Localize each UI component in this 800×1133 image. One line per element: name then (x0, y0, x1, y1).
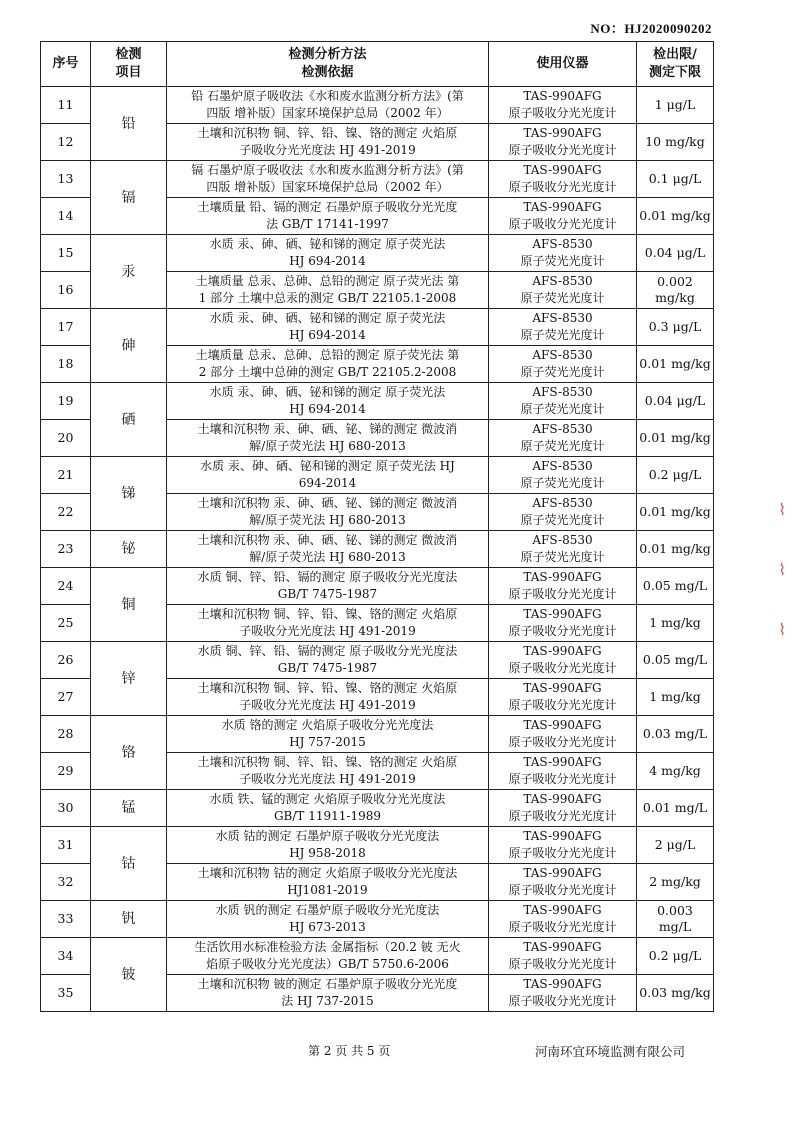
limit-cell (637, 864, 714, 901)
method-cell (167, 346, 489, 383)
instrument-cell (489, 309, 637, 346)
stamp-fragment-icon: ⌇ (778, 500, 786, 519)
limit-cell (637, 235, 714, 272)
limit-cell (637, 457, 714, 494)
instrument-name: 原子吸收分光光度计 (508, 180, 617, 194)
instrument-model: TAS-990AFG (523, 792, 602, 806)
seq-cell: 16 (41, 272, 91, 309)
seq-cell: 25 (41, 605, 91, 642)
instrument-model: AFS-8530 (532, 533, 593, 547)
limit-value: 0.05 mg/L (642, 578, 708, 593)
method-line: 铅 石墨炉原子吸收法《水和废水监测分析方法》(第 (191, 89, 464, 103)
limit-cell (637, 975, 714, 1012)
table-row (41, 235, 714, 272)
limit-value: 0.002 (657, 274, 693, 289)
seq-cell: 26 (41, 642, 91, 679)
method-line: 焰原子吸收分光光度法）GB/T 5750.6-2006 (206, 957, 449, 971)
limit-cell (637, 716, 714, 753)
instrument-cell (489, 346, 637, 383)
instrument-cell (489, 642, 637, 679)
instrument-cell (489, 753, 637, 790)
table-row (41, 161, 714, 198)
seq-cell: 31 (41, 827, 91, 864)
instrument-cell (489, 605, 637, 642)
method-line: 四版 增补版）国家环境保护总局（2002 年） (206, 180, 449, 194)
method-cell (167, 716, 489, 753)
method-line: 四版 增补版）国家环境保护总局（2002 年） (206, 106, 449, 120)
instrument-cell (489, 716, 637, 753)
method-line: 水质 钒的测定 石墨炉原子吸收分光光度法 (215, 903, 440, 917)
company-name: 河南环宜环境监测有限公司 (535, 1044, 686, 1059)
limit-cell (637, 87, 714, 124)
table-row (41, 827, 714, 864)
instrument-name: 原子荧光光度计 (520, 513, 605, 527)
table-row (41, 901, 714, 938)
item-cell: 铜 (91, 568, 167, 642)
instrument-cell (489, 679, 637, 716)
method-line: 土壤和沉积物 铍的测定 石墨炉原子吸收分光光度 (197, 977, 458, 991)
instrument-model: TAS-990AFG (523, 903, 602, 917)
instrument-model: TAS-990AFG (523, 977, 602, 991)
instrument-name: 原子荧光光度计 (520, 476, 605, 490)
item-cell: 铬 (91, 716, 167, 790)
limit-cell (637, 679, 714, 716)
method-line: 土壤和沉积物 汞、砷、硒、铋、锑的测定 微波消 (197, 533, 458, 547)
method-line: 水质 铜、锌、铅、镉的测定 原子吸收分光光度法 (197, 570, 458, 584)
method-line: 水质 铜、锌、铅、镉的测定 原子吸收分光光度法 (197, 644, 458, 658)
item-cell: 锰 (91, 790, 167, 827)
instrument-cell (489, 420, 637, 457)
seq-cell: 22 (41, 494, 91, 531)
limit-value: 0.01 mg/kg (639, 356, 711, 371)
limit-value: 0.01 mg/kg (639, 504, 711, 519)
method-line: HJ 958-2018 (289, 846, 366, 860)
limit-cell (637, 124, 714, 161)
header-item-line2: 项目 (115, 65, 142, 80)
limit-cell (637, 309, 714, 346)
instrument-cell (489, 198, 637, 235)
method-cell (167, 235, 489, 272)
method-line: 水质 汞、砷、硒、铋和锑的测定 原子荧光法 (209, 311, 446, 325)
instrument-cell (489, 235, 637, 272)
header-limit (637, 42, 714, 87)
method-cell (167, 827, 489, 864)
instrument-name: 原子吸收分光光度计 (508, 735, 617, 749)
limit-cell (637, 346, 714, 383)
limit-value: 0.01 mg/L (642, 800, 708, 815)
table-row (41, 531, 714, 568)
instrument-cell (489, 383, 637, 420)
method-cell (167, 642, 489, 679)
instrument-model: AFS-8530 (532, 496, 593, 510)
instrument-model: AFS-8530 (532, 237, 593, 251)
instrument-name: 原子荧光光度计 (520, 365, 605, 379)
table-body (41, 87, 714, 1012)
item-cell: 锑 (91, 457, 167, 531)
seq-cell: 32 (41, 864, 91, 901)
instrument-model: TAS-990AFG (523, 681, 602, 695)
method-line: 子吸收分光光度法 HJ 491-2019 (239, 143, 416, 157)
limit-value: 2 μg/L (654, 837, 696, 852)
stamp-fragment-icon: ⌇ (778, 560, 786, 579)
instrument-model: AFS-8530 (532, 385, 593, 399)
limit-value: 0.01 mg/kg (639, 541, 711, 556)
method-line: 土壤和沉积物 铜、锌、铅、镍、铬的测定 火焰原 (197, 126, 458, 140)
instrument-cell (489, 827, 637, 864)
item-cell: 铋 (91, 531, 167, 568)
limit-cell (637, 494, 714, 531)
page-number: 第 2 页 共 5 页 (308, 1044, 391, 1058)
limit-value: 2 mg/kg (649, 874, 701, 889)
method-line: 土壤质量 总汞、总砷、总铅的测定 原子荧光法 第 (195, 274, 460, 288)
instrument-name: 原子吸收分光光度计 (508, 920, 617, 934)
instrument-model: AFS-8530 (532, 274, 593, 288)
table-row (41, 568, 714, 605)
method-line: GB/T 11911-1989 (273, 809, 382, 823)
limit-cell (637, 605, 714, 642)
instrument-name: 原子荧光光度计 (520, 402, 605, 416)
method-line: GB/T 7475-1987 (277, 661, 378, 675)
seq-cell: 28 (41, 716, 91, 753)
table-row (41, 790, 714, 827)
seq-cell: 34 (41, 938, 91, 975)
test-methods-table (40, 41, 714, 1012)
limit-value: 1 μg/L (654, 97, 696, 112)
instrument-name: 原子吸收分光光度计 (508, 883, 617, 897)
instrument-name: 原子吸收分光光度计 (508, 217, 617, 231)
instrument-cell (489, 457, 637, 494)
instrument-name: 原子吸收分光光度计 (508, 772, 617, 786)
instrument-name: 原子荧光光度计 (520, 254, 605, 268)
instrument-name: 原子荧光光度计 (520, 328, 605, 342)
instrument-cell (489, 568, 637, 605)
header-method-line1: 检测分析方法 (288, 47, 367, 62)
instrument-name: 原子吸收分光光度计 (508, 143, 617, 157)
limit-unit: mg/kg (655, 290, 695, 305)
method-line: 解/原子荧光法 HJ 680-2013 (249, 513, 406, 527)
seq-cell: 11 (41, 87, 91, 124)
instrument-cell (489, 901, 637, 938)
limit-cell (637, 383, 714, 420)
instrument-name: 原子吸收分光光度计 (508, 957, 617, 971)
method-line: 水质 铁、锰的测定 火焰原子吸收分光光度法 (209, 792, 446, 806)
limit-cell (637, 827, 714, 864)
item-cell: 砷 (91, 309, 167, 383)
method-line: HJ 757-2015 (289, 735, 366, 749)
header-instrument: 使用仪器 (489, 42, 637, 87)
method-line: 土壤和沉积物 铜、锌、铅、镍、铬的测定 火焰原 (197, 755, 458, 769)
instrument-cell (489, 124, 637, 161)
method-cell (167, 309, 489, 346)
method-line: 水质 汞、砷、硒、铋和锑的测定 原子荧光法 (209, 385, 446, 399)
method-line: GB/T 7475-1987 (277, 587, 378, 601)
method-cell (167, 938, 489, 975)
method-cell (167, 124, 489, 161)
limit-value: 0.03 mg/kg (639, 985, 711, 1000)
limit-value: 0.3 μg/L (648, 319, 702, 334)
header-method-line2: 检测依据 (301, 65, 354, 80)
method-line: HJ 673-2013 (289, 920, 366, 934)
seq-cell: 27 (41, 679, 91, 716)
header-method (167, 42, 489, 87)
instrument-model: TAS-990AFG (523, 200, 602, 214)
limit-cell (637, 272, 714, 309)
table-row (41, 716, 714, 753)
limit-cell (637, 198, 714, 235)
instrument-name: 原子吸收分光光度计 (508, 994, 617, 1008)
item-cell: 锌 (91, 642, 167, 716)
method-line: 1 部分 土壤中总汞的测定 GB/T 22105.1-2008 (198, 291, 457, 305)
instrument-cell (489, 494, 637, 531)
method-line: 土壤和沉积物 铜、锌、铅、镍、铬的测定 火焰原 (197, 607, 458, 621)
seq-cell: 14 (41, 198, 91, 235)
instrument-model: TAS-990AFG (523, 718, 602, 732)
header-limit-line1: 检出限/ (653, 47, 697, 62)
instrument-model: TAS-990AFG (523, 755, 602, 769)
method-line: 土壤质量 总汞、总砷、总铅的测定 原子荧光法 第 (195, 348, 460, 362)
seq-cell: 35 (41, 975, 91, 1012)
method-cell (167, 531, 489, 568)
header-item (91, 42, 167, 87)
limit-value: 0.1 μg/L (648, 171, 702, 186)
method-cell (167, 420, 489, 457)
limit-value: 0.01 mg/kg (639, 208, 711, 223)
limit-cell (637, 901, 714, 938)
instrument-cell (489, 272, 637, 309)
method-line: 土壤和沉积物 钴的测定 火焰原子吸收分光光度法 (197, 866, 458, 880)
method-line: 水质 汞、砷、硒、铋和锑的测定 原子荧光法 (209, 237, 446, 251)
method-line: HJ 694-2014 (289, 328, 366, 342)
method-cell (167, 198, 489, 235)
instrument-model: AFS-8530 (532, 348, 593, 362)
limit-value: 10 mg/kg (645, 134, 705, 149)
limit-value: 0.003 mg/L (657, 903, 693, 934)
instrument-model: TAS-990AFG (523, 163, 602, 177)
method-cell (167, 901, 489, 938)
seq-cell: 23 (41, 531, 91, 568)
instrument-cell (489, 531, 637, 568)
item-cell: 汞 (91, 235, 167, 309)
method-line: 子吸收分光光度法 HJ 491-2019 (239, 772, 416, 786)
method-line: 水质 钴的测定 石墨炉原子吸收分光光度法 (215, 829, 440, 843)
limit-value: 0.05 mg/L (642, 652, 708, 667)
header-item-line1: 检测 (115, 47, 142, 62)
method-line: 子吸收分光光度法 HJ 491-2019 (239, 624, 416, 638)
method-cell (167, 975, 489, 1012)
item-cell: 钴 (91, 827, 167, 901)
instrument-cell (489, 864, 637, 901)
limit-cell (637, 161, 714, 198)
limit-cell (637, 938, 714, 975)
seq-cell: 13 (41, 161, 91, 198)
table-row (41, 642, 714, 679)
limit-value: 1 mg/kg (649, 689, 701, 704)
limit-value: 0.2 μg/L (648, 467, 702, 482)
seq-cell: 18 (41, 346, 91, 383)
table-row (41, 938, 714, 975)
method-cell (167, 605, 489, 642)
method-line: 694-2014 (298, 476, 357, 490)
report-number: NO：HJ2020090202 (590, 21, 712, 36)
method-cell (167, 790, 489, 827)
instrument-cell (489, 161, 637, 198)
instrument-name: 原子吸收分光光度计 (508, 624, 617, 638)
item-cell: 铅 (91, 87, 167, 161)
table-row (41, 383, 714, 420)
seq-cell: 12 (41, 124, 91, 161)
seq-cell: 29 (41, 753, 91, 790)
instrument-model: TAS-990AFG (523, 940, 602, 954)
seq-cell: 33 (41, 901, 91, 938)
seq-cell: 17 (41, 309, 91, 346)
seq-cell: 20 (41, 420, 91, 457)
header-seq: 序号 (41, 42, 91, 87)
instrument-model: AFS-8530 (532, 459, 593, 473)
table-row (41, 457, 714, 494)
instrument-model: AFS-8530 (532, 422, 593, 436)
instrument-name: 原子吸收分光光度计 (508, 698, 617, 712)
instrument-name: 原子荧光光度计 (520, 439, 605, 453)
stamp-fragment-icon: ⌇ (778, 620, 786, 639)
instrument-model: TAS-990AFG (523, 570, 602, 584)
seq-cell: 30 (41, 790, 91, 827)
method-cell (167, 568, 489, 605)
header-limit-line2: 测定下限 (648, 65, 701, 80)
instrument-model: TAS-990AFG (523, 89, 602, 103)
method-line: 土壤质量 铅、镉的测定 石墨炉原子吸收分光光度 (197, 200, 458, 214)
method-line: 解/原子荧光法 HJ 680-2013 (249, 550, 406, 564)
method-line: 生活饮用水标准检验方法 金属指标（20.2 铍 无火 (194, 940, 461, 954)
limit-value: 1 mg/kg (649, 615, 701, 630)
method-cell (167, 864, 489, 901)
instrument-name: 原子吸收分光光度计 (508, 587, 617, 601)
instrument-cell (489, 87, 637, 124)
instrument-name: 原子吸收分光光度计 (508, 106, 617, 120)
method-line: HJ 694-2014 (289, 402, 366, 416)
method-line: 子吸收分光光度法 HJ 491-2019 (239, 698, 416, 712)
method-cell (167, 753, 489, 790)
item-cell: 钒 (91, 901, 167, 938)
item-cell: 铍 (91, 938, 167, 1012)
limit-value: 0.01 mg/kg (639, 430, 711, 445)
instrument-cell (489, 938, 637, 975)
method-line: HJ1081-2019 (287, 883, 368, 897)
instrument-model: TAS-990AFG (523, 829, 602, 843)
method-cell (167, 494, 489, 531)
limit-cell (637, 568, 714, 605)
limit-cell (637, 531, 714, 568)
method-line: 法 HJ 737-2015 (281, 994, 374, 1008)
item-cell: 硒 (91, 383, 167, 457)
method-cell (167, 87, 489, 124)
seq-cell: 15 (41, 235, 91, 272)
method-line: 2 部分 土壤中总砷的测定 GB/T 22105.2-2008 (198, 365, 457, 379)
limit-cell (637, 790, 714, 827)
method-line: 水质 汞、砷、硒、铋和锑的测定 原子荧光法 HJ (200, 459, 455, 473)
method-cell (167, 272, 489, 309)
seq-cell: 21 (41, 457, 91, 494)
limit-cell (637, 420, 714, 457)
limit-value: 0.03 mg/L (642, 726, 708, 741)
instrument-model: TAS-990AFG (523, 866, 602, 880)
limit-value: 4 mg/kg (649, 763, 701, 778)
instrument-name: 原子吸收分光光度计 (508, 661, 617, 675)
table-header-row (41, 42, 714, 87)
instrument-cell (489, 790, 637, 827)
seq-cell: 19 (41, 383, 91, 420)
method-line: 水质 铬的测定 火焰原子吸收分光光度法 (221, 718, 434, 732)
method-line: 镉 石墨炉原子吸收法《水和废水监测分析方法》(第 (191, 163, 464, 177)
table-row (41, 309, 714, 346)
instrument-name: 原子吸收分光光度计 (508, 846, 617, 860)
method-line: 土壤和沉积物 铜、锌、铅、镍、铬的测定 火焰原 (197, 681, 458, 695)
method-line: HJ 694-2014 (289, 254, 366, 268)
instrument-model: TAS-990AFG (523, 607, 602, 621)
limit-cell (637, 642, 714, 679)
method-cell (167, 679, 489, 716)
instrument-model: TAS-990AFG (523, 644, 602, 658)
method-cell (167, 383, 489, 420)
instrument-name: 原子荧光光度计 (520, 550, 605, 564)
instrument-name: 原子荧光光度计 (520, 291, 605, 305)
instrument-cell (489, 975, 637, 1012)
method-line: 土壤和沉积物 汞、砷、硒、铋、锑的测定 微波消 (197, 422, 458, 436)
limit-value: 0.04 μg/L (644, 245, 706, 260)
table-row (41, 87, 714, 124)
item-cell: 镉 (91, 161, 167, 235)
method-cell (167, 457, 489, 494)
method-line: 解/原子荧光法 HJ 680-2013 (249, 439, 406, 453)
limit-cell (637, 753, 714, 790)
limit-value: 0.2 μg/L (648, 948, 702, 963)
instrument-name: 原子吸收分光光度计 (508, 809, 617, 823)
seq-cell: 24 (41, 568, 91, 605)
method-line: 法 GB/T 17141-1997 (266, 217, 389, 231)
method-cell (167, 161, 489, 198)
method-line: 土壤和沉积物 汞、砷、硒、铋、锑的测定 微波消 (197, 496, 458, 510)
instrument-model: AFS-8530 (532, 311, 593, 325)
limit-value: 0.04 μg/L (644, 393, 706, 408)
instrument-model: TAS-990AFG (523, 126, 602, 140)
